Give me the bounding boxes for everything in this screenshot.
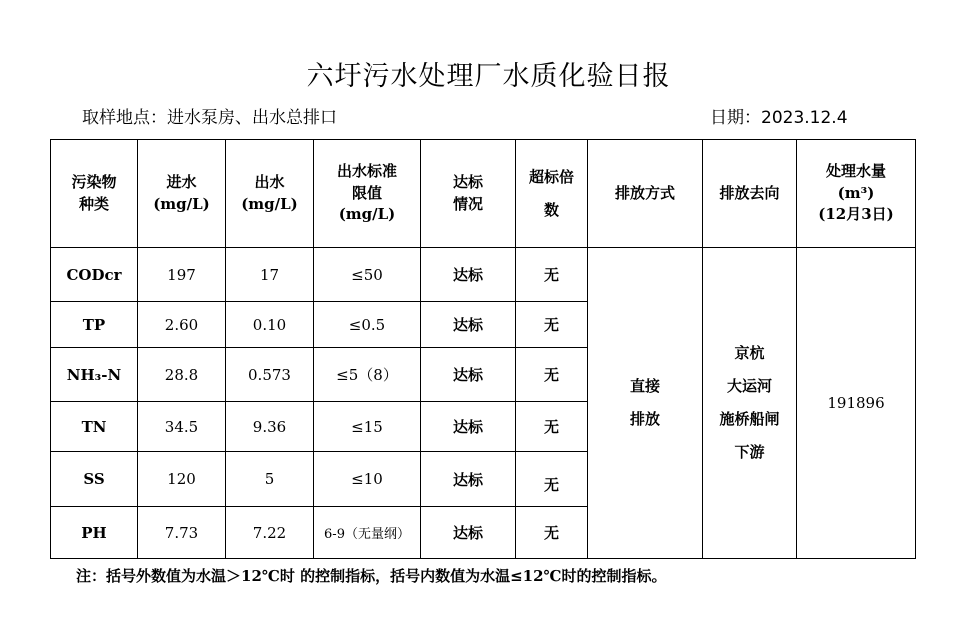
exceed-value: 无 — [516, 302, 588, 348]
limit-value: 6-9（无量纲） — [314, 507, 421, 559]
treated-volume-value: 191896 — [797, 248, 916, 559]
footnote: 注：括号外数值为水温＞12℃时 的控制指标，括号内数值为水温≤12℃时的控制指标。 — [76, 567, 667, 585]
inflow-value: 7.73 — [138, 507, 226, 559]
pollutant-name: TP — [51, 302, 138, 348]
status-value: 达标 — [421, 348, 516, 402]
status-value: 达标 — [421, 507, 516, 559]
limit-value: ≤0.5 — [314, 302, 421, 348]
table-row — [51, 248, 916, 302]
limit-value: ≤50 — [314, 248, 421, 302]
outflow-value: 5 — [226, 452, 314, 507]
outflow-value: 9.36 — [226, 402, 314, 452]
pollutant-name: PH — [51, 507, 138, 559]
outflow-value: 0.573 — [226, 348, 314, 402]
status-value: 达标 — [421, 302, 516, 348]
inflow-value: 120 — [138, 452, 226, 507]
status-value: 达标 — [421, 402, 516, 452]
header-compliance: 达标 情况 — [421, 140, 516, 248]
status-value: 达标 — [421, 452, 516, 507]
sampling-location: 取样地点：进水泵房、出水总排口 — [82, 108, 337, 128]
limit-value: ≤15 — [314, 402, 421, 452]
pollutant-name: CODcr — [51, 248, 138, 302]
date-label: 日期： — [710, 108, 761, 128]
pollutant-name: SS — [51, 452, 138, 507]
header-exceed: 超标倍 数 — [516, 140, 588, 248]
outflow-value: 7.22 — [226, 507, 314, 559]
inflow-value: 34.5 — [138, 402, 226, 452]
limit-value: ≤10 — [314, 452, 421, 507]
inflow-value: 2.60 — [138, 302, 226, 348]
header-discharge-dest: 排放去向 — [703, 140, 797, 248]
report-date — [710, 103, 848, 128]
discharge-dest-cell: 京杭 大运河 施桥船闸 下游 — [703, 248, 797, 559]
exceed-value: 无 — [516, 402, 588, 452]
limit-value: ≤5（8） — [314, 348, 421, 402]
inflow-value: 28.8 — [138, 348, 226, 402]
header-pollutant: 污染物 种类 — [51, 140, 138, 248]
exceed-value: 无 — [516, 507, 588, 559]
header-outflow: 出水 (mg/L) — [226, 140, 314, 248]
header-volume: 处理水量 (m³) (12月3日) — [797, 140, 916, 248]
status-value: 达标 — [421, 248, 516, 302]
exceed-value: 无 — [516, 248, 588, 302]
exceed-value: 无 — [516, 348, 588, 402]
report-title: 六圩污水处理厂水质化验日报 — [306, 61, 671, 92]
header-limit: 出水标准 限值 (mg/L) — [314, 140, 421, 248]
water-quality-table — [50, 139, 916, 559]
exceed-value: 无 — [516, 452, 588, 507]
date-value: 2023.12.4 — [761, 108, 848, 128]
pollutant-name: TN — [51, 402, 138, 452]
outflow-value: 17 — [226, 248, 314, 302]
header-discharge-method: 排放方式 — [588, 140, 703, 248]
header-inflow: 进水 (mg/L) — [138, 140, 226, 248]
pollutant-name: NH₃-N — [51, 348, 138, 402]
inflow-value: 197 — [138, 248, 226, 302]
header-row — [51, 140, 916, 248]
discharge-method-cell: 直接 排放 — [588, 248, 703, 559]
outflow-value: 0.10 — [226, 302, 314, 348]
